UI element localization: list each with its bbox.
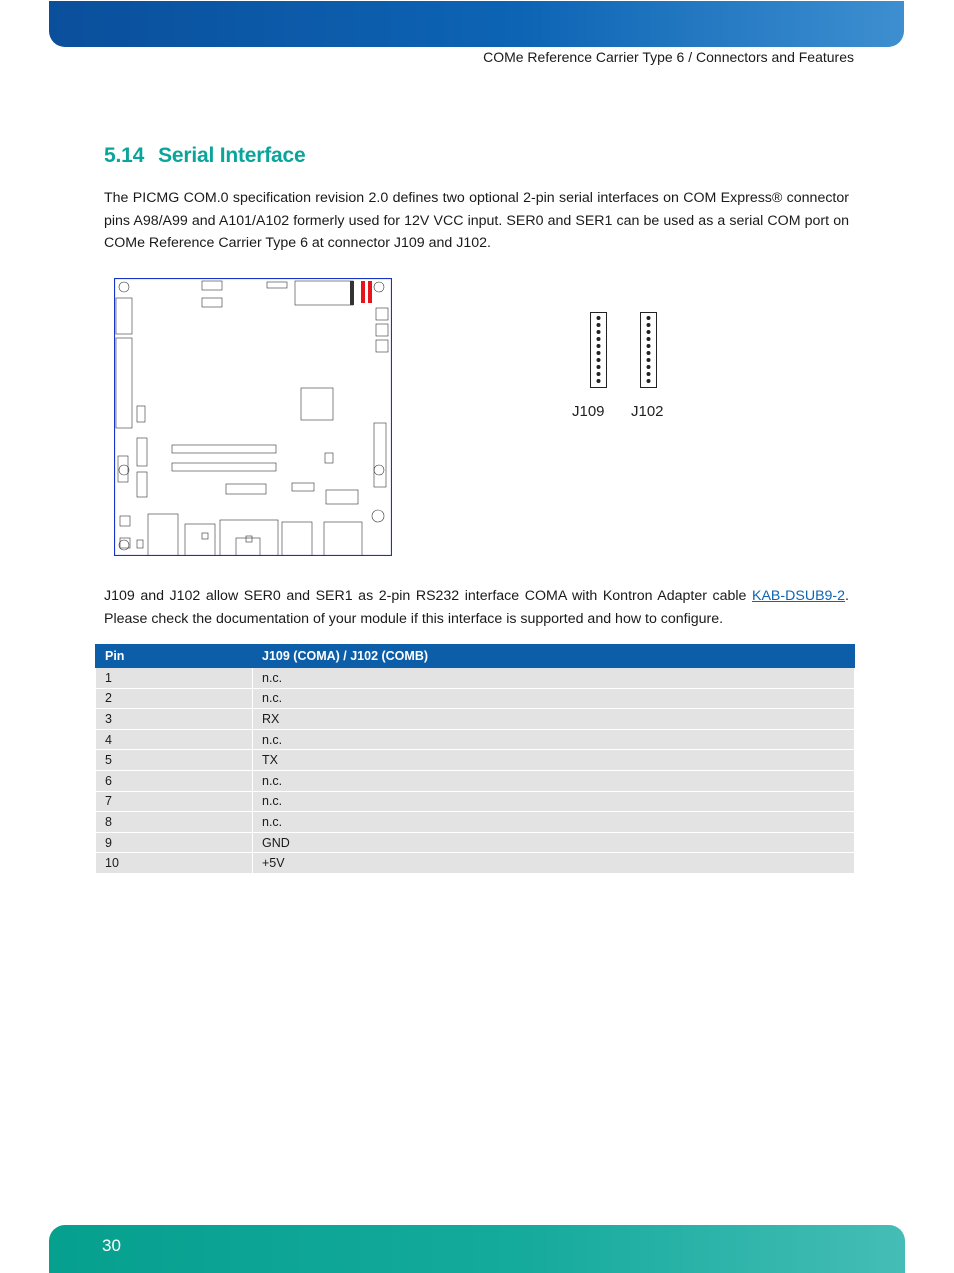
cable-link[interactable]: KAB-DSUB9-2 <box>752 588 846 604</box>
pin-cell: 7 <box>96 791 253 812</box>
signal-cell: n.c. <box>253 688 855 709</box>
table-row <box>96 832 855 853</box>
signal-cell: n.c. <box>253 668 855 689</box>
table-row <box>96 791 855 812</box>
signal-cell: n.c. <box>253 770 855 791</box>
footer-band <box>49 1225 905 1273</box>
pin-cell: 10 <box>96 853 253 874</box>
pin-cell: 8 <box>96 812 253 833</box>
signal-cell: n.c. <box>253 791 855 812</box>
j102-highlight <box>368 281 372 303</box>
page-number: 30 <box>102 1236 121 1255</box>
cable-text-before: J109 and J102 allow SER0 and SER1 as 2-pin RS232 interface COMA with Kontron Adapter cable <box>104 588 752 604</box>
table-row <box>96 853 855 874</box>
signal-cell: n.c. <box>253 729 855 750</box>
table-header-row <box>96 645 855 668</box>
pin-assignment-table <box>95 644 855 874</box>
pin-cell: 3 <box>96 709 253 730</box>
table-row <box>96 688 855 709</box>
section-number: 5.14 <box>104 144 145 167</box>
signal-cell: RX <box>253 709 855 730</box>
pin-cell: 9 <box>96 832 253 853</box>
connector-label-j102: J102 <box>631 403 664 420</box>
j109-marker-base <box>350 281 354 305</box>
table-row <box>96 770 855 791</box>
section-heading <box>104 144 305 168</box>
table-header-pin: Pin <box>96 645 253 668</box>
signal-cell: n.c. <box>253 812 855 833</box>
signal-cell: GND <box>253 832 855 853</box>
intro-paragraph: The PICMG COM.0 specification revision 2.0 defines two optional 2-pin serial interfaces on COM Express® connector pins A98/A99 and A101/A102 formerly used for 12V VCC input. SER0 and SER1 can be used as a serial COM port on COMe Reference Carrier Type 6 at connector J109 and J102. <box>104 190 849 252</box>
table-row <box>96 750 855 771</box>
table-row <box>96 709 855 730</box>
header-band <box>49 1 904 47</box>
table-row <box>96 729 855 750</box>
pin-cell: 5 <box>96 750 253 771</box>
pin-cell: 6 <box>96 770 253 791</box>
j109-highlight <box>361 281 365 303</box>
connector-label-j109: J109 <box>572 403 605 420</box>
signal-cell: TX <box>253 750 855 771</box>
carrier-board-diagram <box>114 278 392 556</box>
table-row <box>96 668 855 689</box>
cable-text-after: . Please check the documentation of your module if this interface is supported and how to configure. <box>104 588 849 627</box>
signal-cell: +5V <box>253 853 855 874</box>
cable-paragraph <box>104 585 849 630</box>
pin-cell: 1 <box>96 668 253 689</box>
pin-cell: 4 <box>96 729 253 750</box>
table-row <box>96 812 855 833</box>
section-title: Serial Interface <box>158 144 306 167</box>
table-header-signal: J109 (COMA) / J102 (COMB) <box>253 645 855 668</box>
running-header: COMe Reference Carrier Type 6 / Connectors and Features <box>483 49 854 65</box>
pin-cell: 2 <box>96 688 253 709</box>
